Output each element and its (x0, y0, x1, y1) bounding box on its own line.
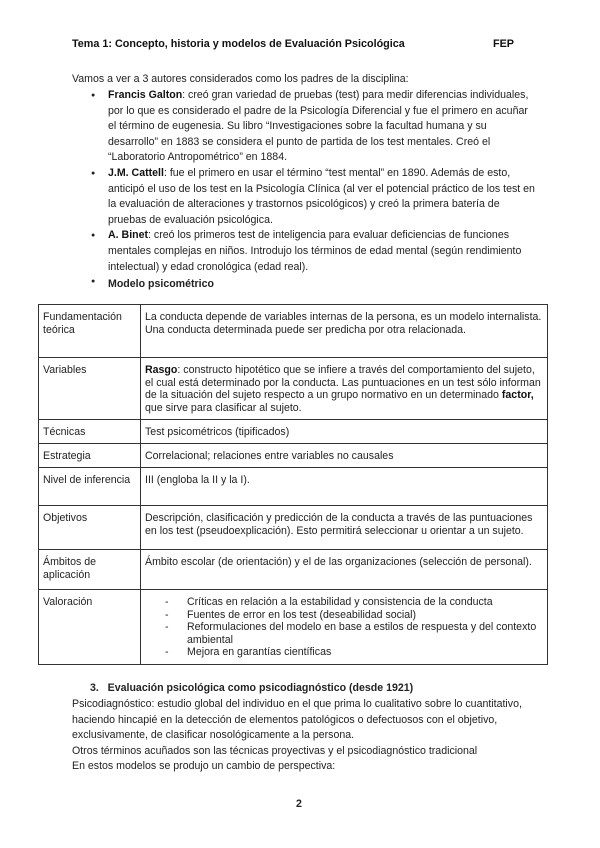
table-row (39, 358, 548, 420)
paragraph: En estos modelos se produjo un cambio de perspectiva: (72, 760, 336, 772)
list-item (108, 166, 538, 228)
list-item (108, 228, 538, 275)
row-value: III (engloba la II y la I). (141, 468, 548, 506)
author-text: : creó los primeros test de inteligencia para evaluar deficiencias de funciones mentales complejas en niños. Introdujo los términos de edad mental (según rendimiento intelectual) y edad cronológica (edad real). (108, 229, 522, 273)
list-item (108, 88, 538, 166)
paragraph: Otros términos acuñados son las técnicas proyectivas y el psicodiagnóstico tradicional (72, 744, 478, 757)
row-label: Variables (39, 358, 141, 420)
table-row (39, 550, 548, 590)
row-value: Ámbito escolar (de orientación) y el de las organizaciones (selección de personal). (141, 550, 548, 590)
list-item: - Mejora en garantías científicas (187, 646, 543, 659)
author-name: Francis Galton (108, 89, 183, 101)
row-value: La conducta depende de variables internas de la persona, es un modelo internalista. Una conducta determinada puede ser predicha por otra relacionada. (141, 305, 548, 358)
author-name: A. Binet (108, 229, 149, 242)
document-header-tag: FEP (493, 38, 514, 50)
row-label: Ámbitos de aplicación (39, 550, 141, 590)
row-label: Técnicas (39, 420, 141, 444)
paragraph: Psicodiagnóstico: estudio global del individuo en el que prima lo cualitativo sobre lo cuantitativo, haciendo hincapié en la detección de elementos patológicos o defectuosos con el objetivo, exclusivamente, de clasificar nosológicamente a la persona. (72, 698, 522, 741)
intro-text: Vamos a ver a 3 autores considerados como los padres de la disciplina: (72, 73, 409, 85)
row-value (141, 358, 548, 420)
row-label: Valoración (39, 590, 141, 665)
section-heading: 3. Evaluación psicológica como psicodiagnóstico (desde 1921) (90, 682, 414, 694)
row-value: Test psicométricos (tipificados) (141, 420, 548, 444)
table-row (39, 590, 548, 665)
modelo-heading: ● Modelo psicométrico (108, 278, 214, 290)
author-text: : creó gran variedad de pruebas (test) para medir diferencias individuales, por lo que es considerado el padre de la Psicología Diferencial y fue el primero en acuñar el término de eugenesia. Su libro “Investigaciones sobre la facultad humana y su desarrollo” en 1883 se considera el punto de partida de los test mentales. Creó el “Laboratorio Antropométrico” en 1884. (108, 89, 529, 164)
row-label: Estrategia (39, 444, 141, 468)
model-table (38, 304, 548, 665)
bold-term: Rasgo (145, 364, 178, 376)
page-number: 2 (296, 798, 302, 810)
list-item: - Críticas en relación a la estabilidad y consistencia de la conducta (187, 596, 543, 609)
bold-term: factor, (501, 389, 534, 402)
row-value (141, 590, 548, 665)
document-header-title: Tema 1: Concepto, historia y modelos de Evaluación Psicológica (72, 38, 405, 50)
row-label: Nivel de inferencia (39, 468, 141, 506)
table-row (39, 305, 548, 358)
table-row (39, 444, 548, 468)
table-row (39, 468, 548, 506)
table-row (39, 420, 548, 444)
author-name: J.M. Cattell (108, 166, 164, 179)
row-label: Objetivos (39, 506, 141, 550)
text: : constructo hipotético que se infiere a través del comportamiento del sujeto, el cual está determinado por la conducta. Las puntuaciones en un test sólo informan de la situación del sujeto respecto a un grupo normativo en un determinado (145, 364, 541, 402)
list-item: - Fuentes de error en los test (deseabilidad social) (187, 609, 543, 622)
author-text: : fue el primero en usar el término “test mental” en 1890. Además de esto, anticipó el uso de los test en la Psicología Clínica (al ver el potencial práctico de los test en la evaluación de alteraciones y trastornos psicológicos) y creó la primera batería de pruebas de evaluación psicológica. (108, 166, 535, 226)
authors-list (108, 88, 538, 275)
row-label: Fundamentación teórica (39, 305, 141, 358)
row-value: Descripción, clasificación y predicción de la conducta a través de las puntuaciones en los test (pseudoexplicación). Esto permitirá seleccionar u orientar a un sujeto. (141, 506, 548, 550)
section-body (72, 697, 547, 775)
list-item: - Reformulaciones del modelo en base a estilos de respuesta y del contexto ambiental (187, 621, 543, 646)
row-value: Correlacional; relaciones entre variables no causales (141, 444, 548, 468)
table-row (39, 506, 548, 550)
text: que sirve para clasificar al sujeto. (145, 401, 302, 414)
